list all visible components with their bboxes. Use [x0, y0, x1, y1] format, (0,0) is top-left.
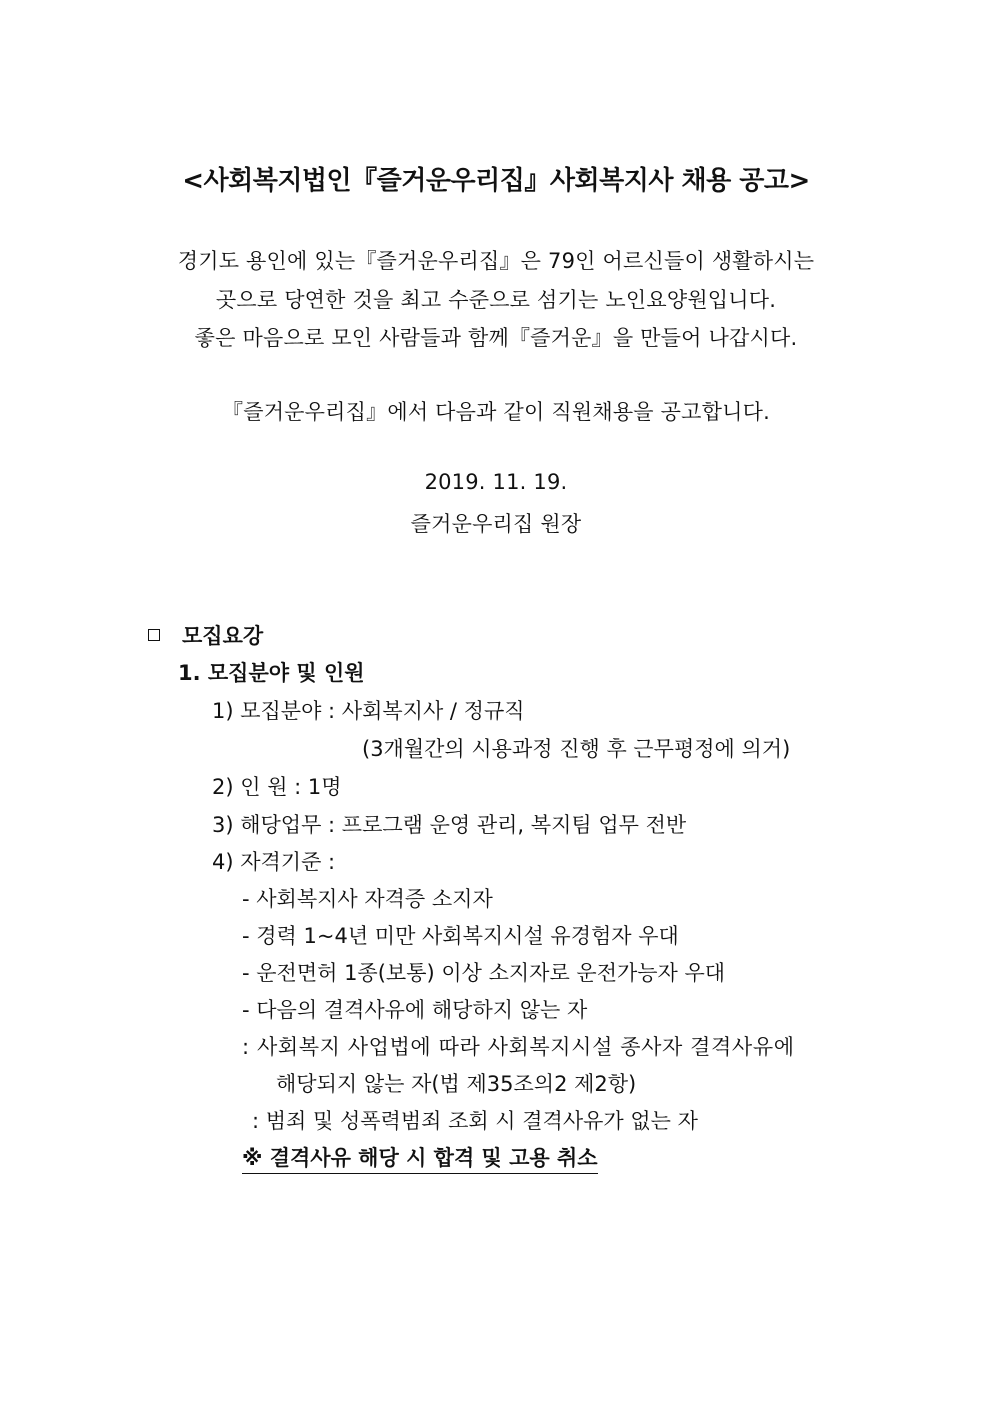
- page-title: <사회복지법인『즐거운우리집』사회복지사 채용 공고>: [182, 166, 810, 196]
- criteria-line-6: : 범죄 및 성폭력범죄 조회 시 결격사유가 없는 자: [252, 1109, 698, 1133]
- criteria-line-5b: 해당되지 않는 자(법 제35조의2 제2항): [276, 1072, 637, 1096]
- subheading: 1. 모집분야 및 인원: [178, 661, 365, 685]
- criteria-line-5a: : 사회복지 사업법에 따라 사회복지시설 종사자 결격사유에: [242, 1035, 795, 1059]
- signer: 즐거운우리집 원장: [410, 512, 582, 536]
- intro-line-4: 『즐거운우리집』에서 다음과 같이 직원채용을 공고합니다.: [222, 400, 770, 424]
- square-bullet-icon: [148, 629, 160, 641]
- criteria-line-1: - 사회복지사 자격증 소지자: [242, 887, 493, 911]
- item-qualifications: 4) 자격기준 :: [212, 850, 336, 874]
- criteria-line-3: - 운전면허 1종(보통) 이상 소지자로 운전가능자 우대: [242, 961, 726, 985]
- criteria-line-2: - 경력 1~4년 미만 사회복지시설 유경험자 우대: [242, 924, 679, 948]
- section-heading-text: 모집요강: [182, 624, 264, 648]
- intro-line-3: 좋은 마음으로 모인 사람들과 함께『즐거운』을 만들어 나갑시다.: [194, 326, 798, 350]
- intro-line-2: 곳으로 당연한 것을 최고 수준으로 섬기는 노인요양원입니다.: [215, 288, 777, 312]
- intro-line-1: 경기도 용인에 있는『즐거운우리집』은 79인 어르신들이 생활하시는: [177, 249, 815, 273]
- section-heading: [148, 620, 263, 650]
- item-recruit-field: 1) 모집분야 : 사회복지사 / 정규직: [212, 699, 525, 723]
- item-recruit-field-note: (3개월간의 시용과정 진행 후 근무평정에 의거): [362, 737, 791, 761]
- item-duties: 3) 해당업무 : 프로그램 운영 관리, 복지팀 업무 전반: [212, 813, 687, 837]
- announcement-date: 2019. 11. 19.: [424, 470, 568, 494]
- item-headcount: 2) 인 원 : 1명: [212, 775, 342, 799]
- disqualification-notice: ※ 결격사유 해당 시 합격 및 고용 취소: [242, 1142, 598, 1174]
- criteria-line-4: - 다음의 결격사유에 해당하지 않는 자: [242, 998, 588, 1022]
